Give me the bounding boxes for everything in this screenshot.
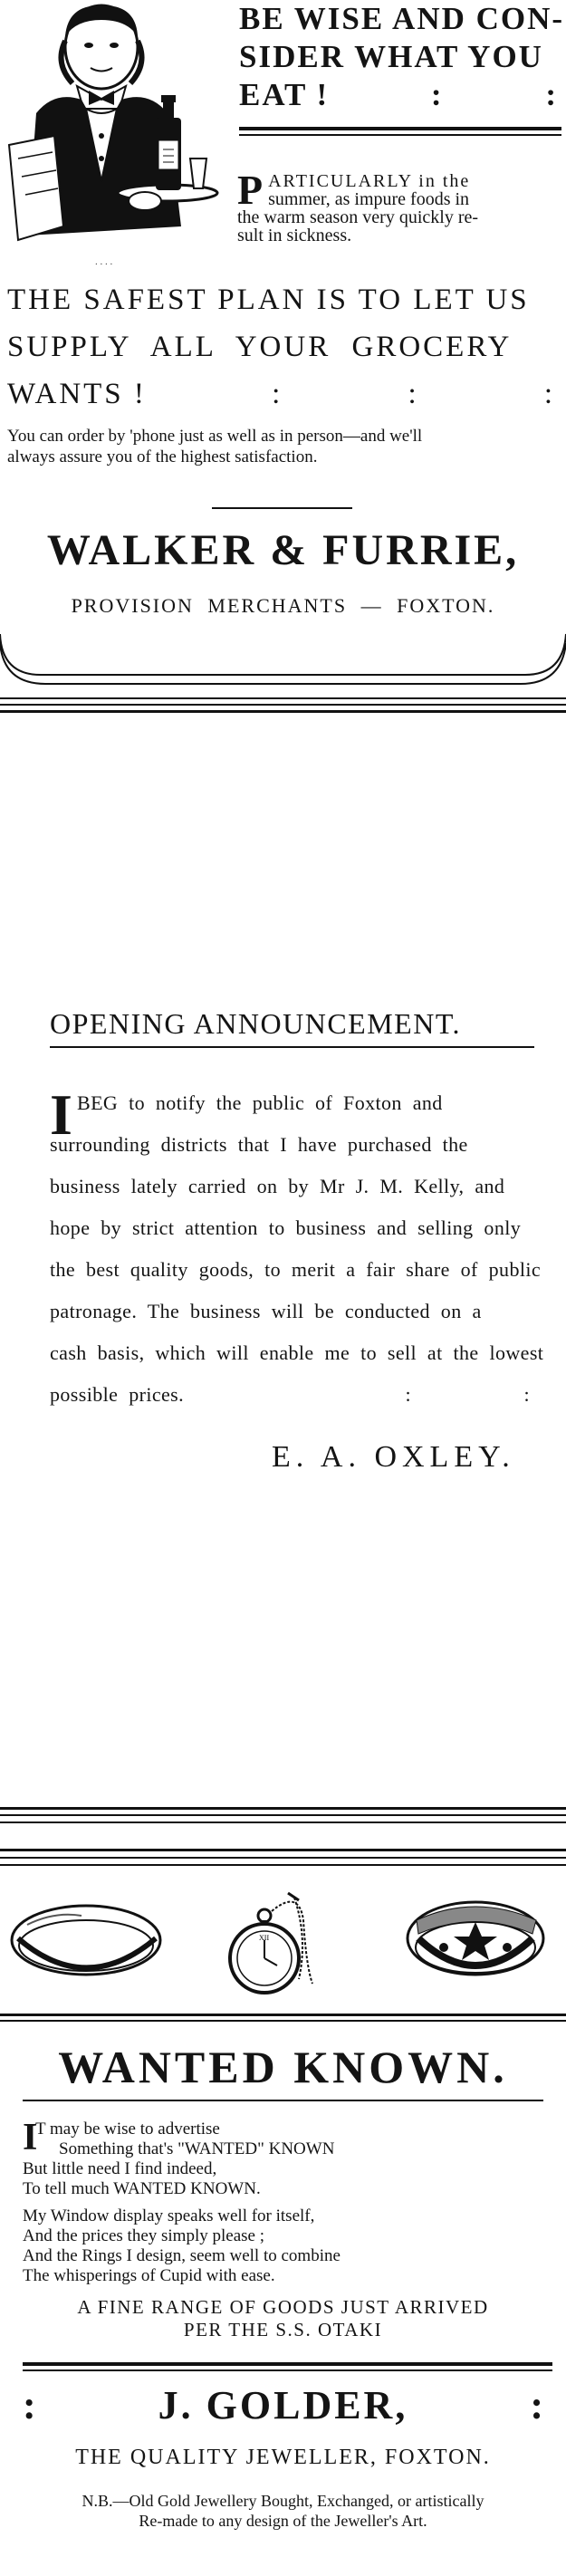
body-line: the best quality goods, to merit a fair share of public xyxy=(50,1258,542,1281)
title-underline xyxy=(50,1046,534,1048)
column-rule xyxy=(0,710,566,713)
nb-note xyxy=(0,2491,566,2531)
poem-line: And the prices they simply please ; xyxy=(23,2226,264,2245)
colon-ornament: : xyxy=(408,378,419,410)
headline-line: BE WISE AND CON- xyxy=(239,1,565,36)
section-rule xyxy=(0,2014,566,2016)
paragraph-line: the warm season very quickly re- xyxy=(237,207,479,227)
colon-ornament: : xyxy=(23,2383,36,2427)
poem-line: My Window display speaks well for itself, xyxy=(23,2206,315,2225)
column-rule xyxy=(0,1857,566,1859)
firm-rule xyxy=(23,2362,552,2366)
poem-line: The whisperings of Cupid with ease. xyxy=(23,2266,275,2285)
paragraph-line: summer, as impure foods in xyxy=(268,189,470,209)
poem-line: T may be wise to advertise xyxy=(35,2119,220,2139)
fine-range xyxy=(0,2296,566,2341)
intro-paragraph xyxy=(237,167,561,245)
body-line: patronage. The business will be conducted on a xyxy=(50,1300,482,1322)
announcement-title: OPENING ANNOUNCEMENT. xyxy=(50,1007,461,1040)
svg-text:. . . .: . . . . xyxy=(95,256,113,267)
short-rule xyxy=(212,507,352,509)
plan-line: THE SAFEST PLAN IS TO LET US xyxy=(7,284,530,316)
colon-ornament: : xyxy=(430,77,444,112)
jewellery-illustrations xyxy=(0,1884,566,2011)
svg-text:XII: XII xyxy=(259,1934,270,1942)
wanted-known-title: WANTED KNOWN. xyxy=(58,2042,508,2092)
headline-rule xyxy=(239,134,561,136)
plan-line: SUPPLY ALL YOUR GROCERY xyxy=(7,331,513,363)
title-underline xyxy=(23,2100,543,2101)
column-rule xyxy=(0,704,566,706)
border-ornament xyxy=(0,625,566,706)
order-line: You can order by 'phone just as well as in person—and we'll xyxy=(7,427,423,446)
colon-ornament: : xyxy=(523,1383,530,1406)
firm-rule xyxy=(23,2369,552,2371)
order-line: always assure you of the highest satisfaction. xyxy=(7,447,318,466)
paragraph-line: sult in sickness. xyxy=(237,226,352,245)
column-rule xyxy=(0,697,566,699)
range-line: A FINE RANGE OF GOODS JUST ARRIVED xyxy=(77,2296,489,2318)
section-rule xyxy=(0,2020,566,2022)
firm-name: J. GOLDER, xyxy=(158,2383,408,2427)
nb-line: Re-made to any design of the Jeweller's Art. xyxy=(139,2512,427,2530)
body-line: hope by strict attention to business and selling only xyxy=(50,1216,522,1239)
column-rule xyxy=(0,1849,566,1851)
column-rule xyxy=(0,1864,566,1866)
colon-ornament: : xyxy=(545,77,558,112)
body-line: cash basis, which will enable me to sell at the lowest xyxy=(50,1341,544,1364)
firm-subtitle: PROVISION MERCHANTS — FOXTON. xyxy=(71,594,495,617)
range-line: PER THE S.S. OTAKI xyxy=(183,2319,383,2341)
colon-ornament: : xyxy=(405,1383,412,1406)
poem-line: To tell much WANTED KNOWN. xyxy=(23,2179,261,2198)
drop-cap: P xyxy=(237,167,264,213)
firm-name: WALKER & FURRIE, xyxy=(46,526,520,574)
safest-plan xyxy=(7,276,555,418)
waiter-illustration-icon xyxy=(0,0,235,272)
headline-line: EAT ! xyxy=(239,77,330,112)
poem-line: And the Rings I design, seem well to combine xyxy=(23,2246,341,2265)
body-line: possible prices. xyxy=(50,1383,185,1406)
signature: E. A. OXLEY. xyxy=(272,1440,515,1474)
colon-ornament: : xyxy=(530,2383,543,2427)
body-line: surrounding districts that I have purchased the xyxy=(50,1133,468,1156)
poem xyxy=(23,2119,557,2286)
poem-line: But little need I find indeed, xyxy=(23,2159,217,2178)
announcement-body xyxy=(50,1082,544,1416)
ring-icon xyxy=(408,1902,543,1975)
body-line: business lately carried on by Mr J. M. Kelly, and xyxy=(50,1175,505,1197)
firm-subtitle: THE QUALITY JEWELLER, FOXTON. xyxy=(75,2446,491,2469)
order-text xyxy=(7,426,560,467)
firm-row xyxy=(23,2382,543,2428)
nb-line: N.B.—Old Gold Jewellery Bought, Exchanged, or artistically xyxy=(82,2492,484,2510)
drop-cap: I xyxy=(50,1082,72,1147)
column-rule xyxy=(0,1821,566,1823)
plan-line: WANTS ! xyxy=(7,378,147,410)
colon-ornament: : xyxy=(272,378,283,410)
bangle-icon xyxy=(12,1906,160,1975)
headline-line: SIDER WHAT YOU xyxy=(239,39,543,74)
drop-cap: I xyxy=(23,2117,38,2158)
pocket-watch-icon xyxy=(230,1893,312,1993)
column-rule xyxy=(0,1807,566,1810)
headline-rule xyxy=(239,127,561,130)
poem-line: Something that's "WANTED" KNOWN xyxy=(59,2139,335,2158)
column-rule xyxy=(0,1814,566,1816)
colon-ornament: : xyxy=(543,378,555,410)
paragraph-line: ARTICULARLY in the xyxy=(268,171,471,191)
body-line: BEG to notify the public of Foxton and xyxy=(77,1091,443,1114)
headline xyxy=(239,0,564,114)
